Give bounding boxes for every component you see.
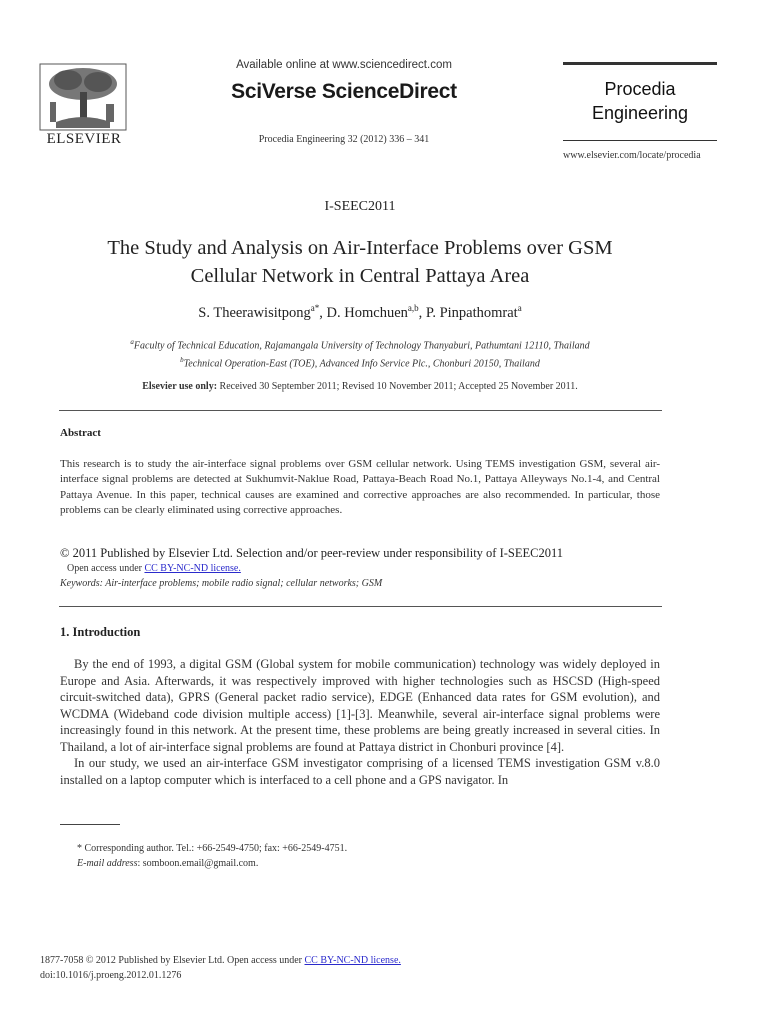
author-list bbox=[40, 303, 680, 322]
email-label: E-mail address bbox=[77, 858, 138, 869]
keywords-label: Keywords: bbox=[60, 578, 103, 589]
footer-doi: doi:10.1016/j.proeng.2012.01.1276 bbox=[40, 970, 182, 981]
author-name: P. Pinpathomrat bbox=[425, 304, 518, 321]
introduction-body bbox=[60, 656, 660, 788]
footnote-rule bbox=[60, 824, 120, 825]
page-footer bbox=[40, 953, 401, 983]
copyright-line: © 2011 Published by Elsevier Ltd. Selection and/or peer-review under responsibility of I-SEEC2011 bbox=[60, 546, 564, 560]
author-separator: , bbox=[319, 304, 327, 321]
available-online-text: Available online at www.sciencedirect.com bbox=[236, 59, 452, 71]
paper-title-line-2: Cellular Network in Central Pattaya Area bbox=[190, 265, 530, 287]
license-link[interactable]: CC BY-NC-ND license. bbox=[144, 563, 241, 574]
affiliation-superscript: b bbox=[180, 356, 184, 365]
corresponding-author-note: * Corresponding author. Tel.: +66-2549-4750; fax: +66-2549-4751. bbox=[77, 843, 348, 854]
author-superscript: a bbox=[517, 303, 522, 313]
received-label: Elsevier use only: bbox=[142, 381, 218, 392]
body-paragraph: In our study, we used an air-interface GSM investigator comprising of a licensed TEMS investigation GSM v.8.0 installed on a laptop computer which is interfaced to a cell phone and a GPS navigator. In bbox=[60, 756, 660, 787]
body-paragraph: By the end of 1993, a digital GSM (Global system for mobile communication) technology was widely deployed in Europe and Asia. Afterwards, it was respectively improved with higher technologies such as HSCSD (High-speed circuit-switched data), GPRS (General packet radio service), EDGE (Enhanced data rates for GSM evolution), and WCDMA (Wideband code division multiple access) [1]-[3]. Meanwhile, several air-interface signal problems were increasingly found in this network. At the present time, these problems are being greatly increased in several cities. In Thailand, a lot of air-interface signal problems are found at Pattaya district in Chonburi province [4]. bbox=[60, 657, 660, 754]
received-text: Received 30 September 2011; Revised 10 November 2011; Accepted 25 November 2011. bbox=[217, 381, 578, 392]
journal-title-line-2: Engineering bbox=[591, 103, 689, 123]
abstract-top-rule bbox=[59, 410, 662, 411]
paper-title-line-1: The Study and Analysis on Air-Interface Problems over GSM bbox=[107, 237, 613, 259]
footnote bbox=[77, 841, 347, 871]
affiliation-superscript: a bbox=[130, 338, 134, 346]
journal-citation: Procedia Engineering 32 (2012) 336 – 341 bbox=[258, 134, 430, 145]
section-heading-introduction: 1. Introduction bbox=[60, 625, 141, 639]
journal-title bbox=[563, 77, 717, 125]
abstract-heading: Abstract bbox=[60, 427, 101, 439]
journal-url: www.elsevier.com/locate/procedia bbox=[563, 150, 701, 161]
publisher-name: ELSEVIER bbox=[46, 131, 122, 147]
platform-name: SciVerse ScienceDirect bbox=[231, 80, 457, 103]
keywords-text: Air-interface problems; mobile radio signal; cellular networks; GSM bbox=[102, 578, 383, 589]
footer-copyright-text: 1877-7058 © 2012 Published by Elsevier Ltd. Open access under bbox=[40, 955, 305, 966]
affiliation-a bbox=[40, 335, 680, 353]
received-dates bbox=[40, 381, 680, 392]
abstract-bottom-rule bbox=[59, 606, 662, 607]
author-superscript: a,b bbox=[407, 303, 419, 313]
footer-license-link[interactable]: CC BY-NC-ND license. bbox=[304, 955, 401, 966]
journal-box-top-rule bbox=[563, 62, 717, 65]
email-note bbox=[77, 856, 347, 871]
footer-copyright bbox=[40, 953, 401, 968]
paper-title bbox=[40, 234, 680, 290]
author-superscript: a* bbox=[310, 303, 320, 313]
affiliations bbox=[40, 335, 680, 372]
open-access-line bbox=[67, 563, 241, 574]
conference-name: I-SEEC2011 bbox=[324, 199, 396, 214]
affiliation-b bbox=[40, 353, 680, 371]
journal-box-bottom-rule bbox=[563, 140, 717, 141]
author-name: S. Theerawisitpong bbox=[198, 304, 311, 321]
journal-title-line-1: Procedia bbox=[604, 79, 676, 99]
author-separator: , bbox=[418, 304, 426, 321]
author-name: D. Homchuen bbox=[326, 304, 408, 321]
abstract-text: This research is to study the air-interface signal problems over GSM cellular network. Using TEMS investigation GSM, several air-interface signal problems are detected at Sukhumvit-Naklue Road, Pattaya-Beach Road No.1, Pattaya Alleyways No.1-4, and Central Pattaya Avenue. In this paper, technical causes are examined and corrective approaches are also recommended. In particular, those problems can be clearly eliminated using corrective approaches. bbox=[60, 458, 660, 516]
email-address: : somboon.email@gmail.com. bbox=[137, 858, 259, 869]
open-access-prefix: Open access under bbox=[67, 563, 145, 574]
keywords-line bbox=[60, 578, 680, 589]
affiliation-text: Technical Operation-East (TOE), Advanced Info Service Plc., Chonburi 20150, Thailand bbox=[183, 358, 540, 370]
affiliation-text: Faculty of Technical Education, Rajamangala University of Technology Thanyaburi, Pathumtani 12110, Thailand bbox=[133, 340, 590, 352]
